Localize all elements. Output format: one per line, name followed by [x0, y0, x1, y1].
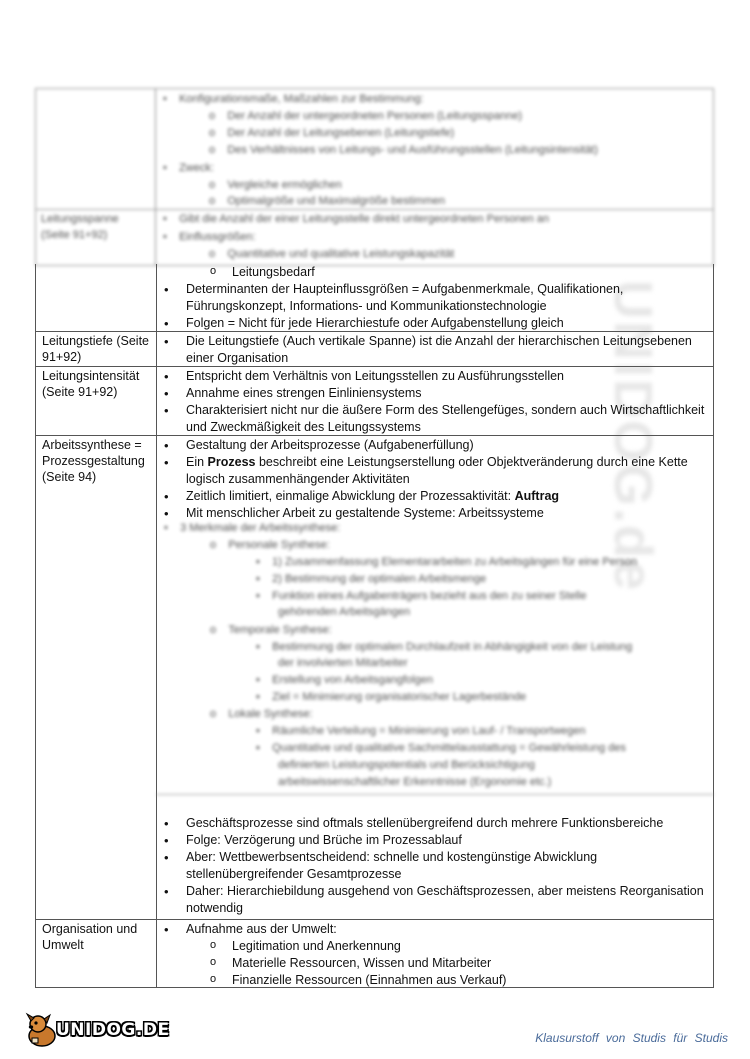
list-item: • Determinanten der Haupteinflussgrößen = Aufgabenmerkmale, Qualifikationen, Führungskonzept, Informations- und Kommunikationstechnologie [164, 281, 707, 315]
list-item: • Gestaltung der Arbeitsprozesse (Aufgabenerfüllung) [164, 437, 707, 454]
list-item: • Entspricht dem Verhältnis von Leitungsstellen zu Ausführungsstellen [164, 368, 707, 385]
list-item: • Mit menschlicher Arbeit zu gestaltende Systeme: Arbeitssysteme [164, 505, 707, 522]
list-item: • Geschäftsprozesse sind oftmals stellenübergreifend durch mehrere Funktionsbereiche [164, 815, 707, 832]
table-row-leitungsintensitaet [35, 366, 714, 436]
list-item: o Leitungsbedarf [164, 264, 707, 281]
document-page [35, 88, 714, 988]
list-item: • Annahme eines strengen Einliniensystems [164, 385, 707, 402]
list-item: o Materielle Ressourcen, Wissen und Mitarbeiter [164, 955, 707, 972]
blurred-section-middle: • 3 Merkmale der Arbeitssynthese: o Personale Synthese: ▪ 1) Zusammenfassung Elementararbeiten zu Arbeitsgängen für eine Person ▪ 2) Bestimmung der optimalen Arbeitsmenge ▪ Funktion eines Aufgabenträgers bezieht aus den zu seiner Stelle gehörenden Arbeitsgängen o Temporale Synthese: ▪ Bestimmung der optimalen Durchlaufzeit in Abhängigkeit von der Leistung der involvierten Mitarbeiter ▪ Erstellung von Arbeitsgangfolgen ▪ Ziel = Minimierung organisatorischer Lagerbestände o Lokale Synthese: ▪ Räumliche Verteilung = Minimierung von Lauf- / Transportwegen ▪ Quantitative und qualitative Sachmittelausstattung = Gewährleistung des definierten Leistungspotentials und Berücksichtigung arbeitswissenschaftlicher Erkenntnisse (Ergonomie etc.) [156, 522, 714, 802]
table-row-leitungstiefe [35, 331, 714, 367]
list-item: • Aufnahme aus der Umwelt: [164, 921, 707, 938]
watermark-text: UNIDOG.de [603, 280, 663, 593]
table-row-organisation-umwelt [35, 919, 714, 988]
list-item: • Folge: Verzögerung und Brüche im Prozessablauf [164, 832, 707, 849]
list-item: o Finanzielle Ressourcen (Einnahmen aus Verkauf) [164, 972, 707, 989]
list-item: • Folgen = Nicht für jede Hierarchiestufe oder Aufgabenstellung gleich [164, 315, 707, 332]
bold-term-prozess: Prozess [207, 455, 256, 469]
row-label: Arbeitssynthese = Prozessgestaltung (Seite 94) [42, 438, 145, 484]
list-item: • Daher: Hierarchiebildung ausgehend von Geschäftsprozessen, aber meistens Reorganisation notwendig [164, 883, 707, 917]
row-label: Leitungsintensität (Seite 91+92) [42, 369, 140, 399]
row-label: Leitungstiefe (Seite 91+92) [42, 334, 150, 364]
list-item: • Die Leitungstiefe (Auch vertikale Spanne) ist die Anzahl der hierarchischen Leitungsebenen einer Organisation [164, 333, 707, 367]
list-item: • Aber: Wettbewerbsentscheidend: schnelle und kostengünstige Abwicklung stellenübergreifender Gesamtprozesse [164, 849, 707, 883]
list-item: o Legitimation und Anerkennung [164, 938, 707, 955]
table-row-leitungsspanne-continued [35, 264, 714, 332]
blurred-section-top: • Konfigurationsmaße, Maßzahlen zur Bestimmung: o Der Anzahl der untergeordneten Personen (Leitungsspanne) o Der Anzahl der Leitungsebenen (Leitungstiefe) o Des Verhältnisses von Leitungs- und Ausführungsstellen (Leitungsintensität) • Zweck: o Vergleiche ermöglichen o Optimalgröße und Maximalgröße bestimmen Leitungsspanne (Seite 91+92) • Gibt die Anzahl der einer Leitungsstelle direkt untergeordneten Personen an • Einflussgrößen: o Quantitative und qualitative Leistungskapazität [35, 88, 714, 266]
table-row-arbeitssynthese [35, 435, 714, 920]
footer-tagline: Klausurstoff von Studis für Studis [535, 1031, 728, 1045]
list-item: • Zeitlich limitiert, einmalige Abwicklung der Prozessaktivität: Auftrag [164, 488, 707, 505]
unidog-logo [22, 1012, 170, 1048]
row-label: Organisation und Umwelt [42, 922, 138, 952]
list-item: • Charakterisiert nicht nur die äußere Form des Stellengefüges, sondern auch Wirtschaftlichkeit und Zweckmäßigkeit des Leitungssystems [164, 402, 707, 436]
list-item: • Ein Prozess beschreibt eine Leistungserstellung oder Objektveränderung durch eine Kette logisch zusammenhängender Aktivitäten [164, 454, 707, 488]
logo-text: UNIDOG.DE [56, 1020, 170, 1040]
bold-term-auftrag: Auftrag [514, 489, 560, 503]
